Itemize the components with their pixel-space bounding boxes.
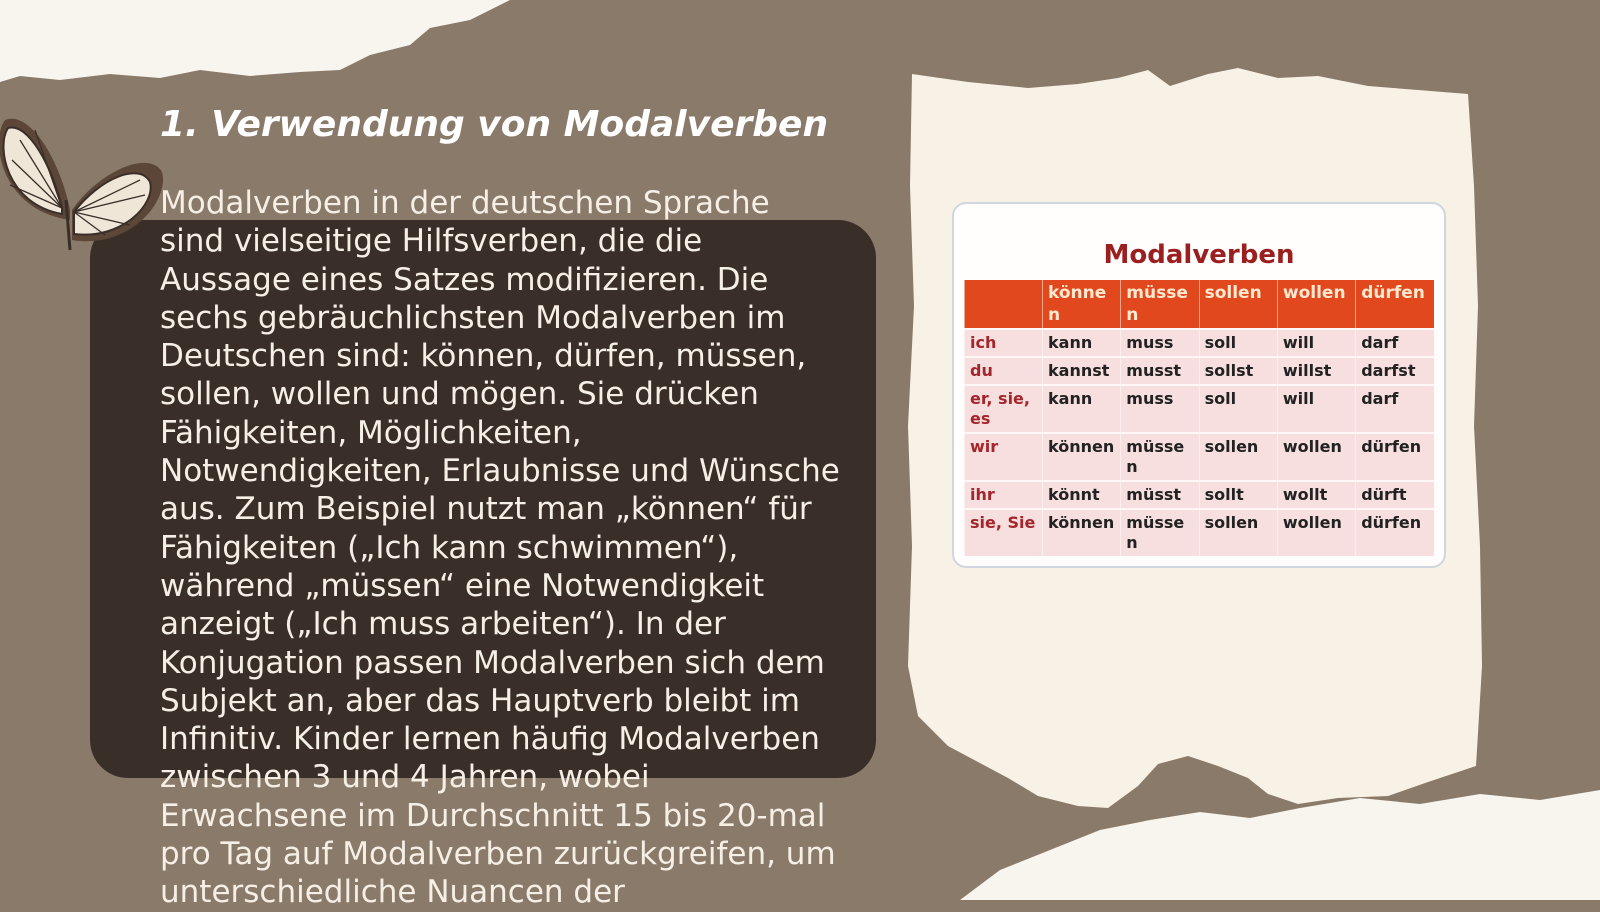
pronoun-cell: ihr bbox=[965, 481, 1043, 509]
pronoun-cell: ich bbox=[965, 329, 1043, 357]
table-cell: sollst bbox=[1199, 357, 1277, 385]
table-cell: dürfen bbox=[1356, 433, 1434, 481]
table-cell: müssen bbox=[1121, 433, 1199, 481]
table-cell: sollen bbox=[1199, 509, 1277, 556]
pronoun-cell: er, sie, es bbox=[965, 385, 1043, 433]
table-row bbox=[965, 433, 1435, 481]
table-cell: willst bbox=[1277, 357, 1355, 385]
table-cell: sollen bbox=[1199, 433, 1277, 481]
table-cell: will bbox=[1277, 329, 1355, 357]
table-cell: darfst bbox=[1356, 357, 1434, 385]
table-row bbox=[965, 385, 1435, 433]
table-cell: musst bbox=[1121, 357, 1199, 385]
header-cell: wollen bbox=[1277, 280, 1355, 329]
header-cell: sollen bbox=[1199, 280, 1277, 329]
body-paragraph: Modalverben in der deutschen Sprache sind vielseitige Hilfsverben, die die Aussage eines Satzes modifizieren. Die sechs gebräuchlichsten Modalverben im Deutschen sind: können, dürfen, müssen, sollen, wollen und mögen. Sie drücken Fähigkeiten, Möglichkeiten, Notwendigkeiten, Erlaubnisse und Wünsche aus. Zum Beispiel nutzt man „können“ für Fähigkeiten („Ich kann schwimmen“), während „müssen“ eine Notwendigkeit anzeigt („Ich muss arbeiten“). In der Konjugation passen Modalverben sich dem Subjekt an, aber das Hauptverb bleibt im Infinitiv. Kinder lernen häufig Modalverben zwischen 3 und 4 Jahren, wobei Erwachsene im Durchschnitt 15 bis 20-mal pro Tag auf Modalverben zurückgreifen, um unterschiedliche Nuancen der bbox=[160, 185, 840, 911]
butterfly-icon bbox=[0, 100, 170, 280]
table-cell: kann bbox=[1043, 385, 1121, 433]
table-cell: könnt bbox=[1043, 481, 1121, 509]
table-cell: soll bbox=[1199, 385, 1277, 433]
table-cell: soll bbox=[1199, 329, 1277, 357]
table-cell: kannst bbox=[1043, 357, 1121, 385]
conjugation-table bbox=[964, 280, 1434, 556]
table-cell: können bbox=[1043, 433, 1121, 481]
table-cell: muss bbox=[1121, 329, 1199, 357]
table-row bbox=[965, 357, 1435, 385]
header-cell: dürfen bbox=[1356, 280, 1434, 329]
table-cell: müssen bbox=[1121, 509, 1199, 556]
table-cell: müsst bbox=[1121, 481, 1199, 509]
header-cell: können bbox=[1043, 280, 1121, 329]
header-cell bbox=[965, 280, 1043, 329]
conjugation-table-image bbox=[952, 202, 1446, 568]
table-cell: dürft bbox=[1356, 481, 1434, 509]
table-cell: sollt bbox=[1199, 481, 1277, 509]
table-cell: kann bbox=[1043, 329, 1121, 357]
table-header-row bbox=[965, 280, 1435, 329]
table-cell: wollen bbox=[1277, 509, 1355, 556]
table-cell: können bbox=[1043, 509, 1121, 556]
torn-paper-top bbox=[0, 0, 520, 100]
table-row bbox=[965, 481, 1435, 509]
table-cell: wollt bbox=[1277, 481, 1355, 509]
table-title: Modalverben bbox=[1103, 240, 1295, 270]
table-cell: wollen bbox=[1277, 433, 1355, 481]
table-cell: darf bbox=[1356, 329, 1434, 357]
table-cell: darf bbox=[1356, 385, 1434, 433]
pronoun-cell: wir bbox=[965, 433, 1043, 481]
header-cell: müssen bbox=[1121, 280, 1199, 329]
table-cell: will bbox=[1277, 385, 1355, 433]
table-cell: muss bbox=[1121, 385, 1199, 433]
pronoun-cell: du bbox=[965, 357, 1043, 385]
table-cell: dürfen bbox=[1356, 509, 1434, 556]
table-row bbox=[965, 509, 1435, 556]
pronoun-cell: sie, Sie bbox=[965, 509, 1043, 556]
slide-title: 1. Verwendung von Modalverben bbox=[160, 104, 829, 145]
table-row bbox=[965, 329, 1435, 357]
